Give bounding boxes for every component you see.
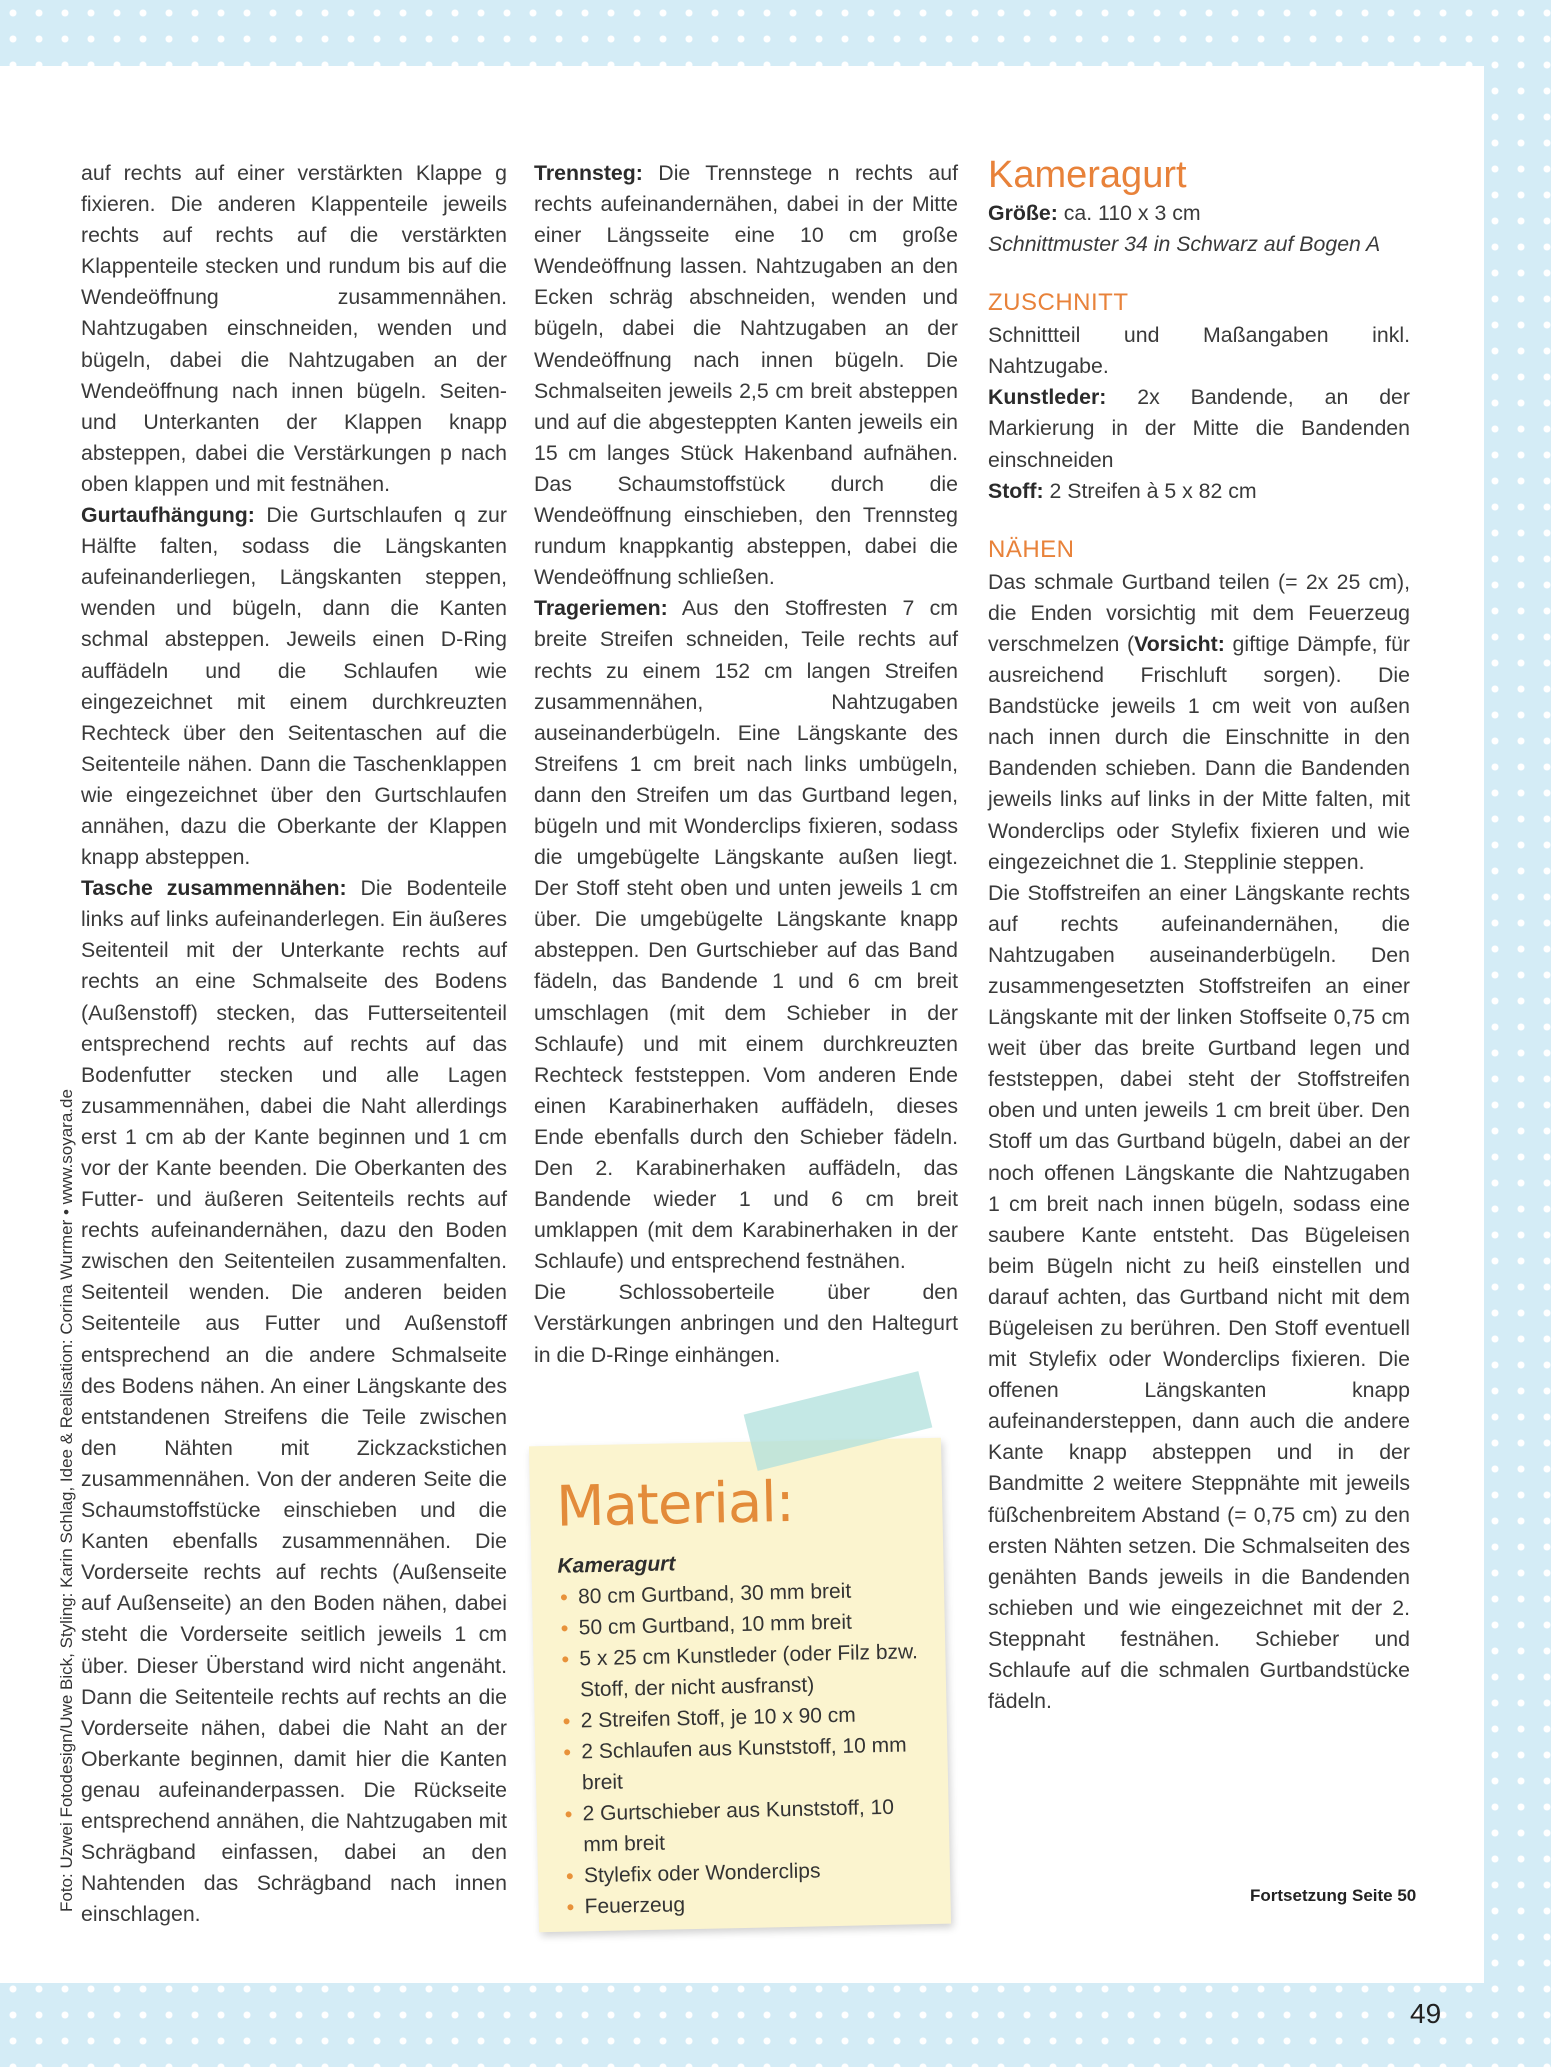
material-item: • 50 cm Gurtband, 10 mm breit <box>558 1605 929 1644</box>
bullet-icon: • <box>559 1584 569 1610</box>
lead-trennsteg: Trennsteg: <box>534 161 643 185</box>
column-2 <box>534 158 958 1371</box>
bullet-icon: • <box>563 1739 572 1765</box>
lead-vorsicht: Vorsicht: <box>1134 631 1225 656</box>
text-gurtaufhaengung: Die Gurtschlaufen q zur Hälfte falten, sodass die Längskanten aufeinanderliegen, Längskanten steppen, wenden und bügeln, dann die Kanten schmal absteppen. Jeweils einen D-Ring auffädeln und die Schlaufen wie eingezeichnet mit einem durchkreuzten Rechteck über den Seitentaschen auf die Seitenteile nähen. Dann die Taschenklappen wie eingezeichnet über den Gurtschlaufen annähen, dazu die Oberkante der Klappen knapp absteppen. <box>81 503 507 870</box>
pattern-reference: Schnittmuster 34 in Schwarz auf Bogen A <box>988 232 1381 257</box>
lead-trageriemen: Trageriemen: <box>534 596 668 621</box>
text-trageriemen: Aus den Stoffresten 7 cm breite Streifen schneiden, Teile rechts auf rechts zu einem 152 cm langen Streifen zusammennähen, Nahtzugaben auseinanderbügeln. Eine Längskante des Streifens 1 cm breit nach links umbügeln, dann den Streifen um das Gurtband legen, bügeln und mit Wonderclips fixieren, sodass die umgebügelte Längskante außen liegt. Der Stoff steht oben und unten jeweils 1 cm über. Die umgebügelte Längskante knapp absteppen. Den Gurtschieber auf das Band fädeln, das Bandende 1 und 6 cm breit umschlagen (mit dem Schieber in der Schlaufe) und mit einem durchkreuzten Rechteck feststeppen. Vom anderen Ende einen Karabinerhaken auffädeln, dieses Ende ebenfalls durch den Schieber fädeln. Den 2. Karabinerhaken auffädeln, das Bandende wieder 1 und 6 cm breit umklappen (mit dem Karabinerhaken in der Schlaufe) und entsprechend festnähen. <box>534 596 958 1274</box>
text-tasche: Die Bodenteile links auf links aufeinanderlegen. Ein äußeres Seitenteil mit der Unterkante rechts auf rechts an eine Schmalseite des Bodens (Außenstoff) stecken, das Futterseitenteil entsprechend rechts auf rechts auf das Bodenfutter stecken und alle Lagen zusammennähen, dabei die Naht allerdings erst 1 cm ab der Kante beginnen und 1 cm vor der Kante beenden. Die Oberkanten des Futter- und äußeren Seitenteils rechts auf rechts aufeinandernähen, dazu den Boden zwischen den Seitenteilen zusammenfalten. Seitenteil wenden. Die anderen beiden Seitenteile aus Futter und Außenstoff entsprechend an die andere Schmalseite des Bodens nähen. An einer Längskante des entstandenen Streifens die Teile zwischen den Nähten mit Zickzackstichen zusammennähen. Von der anderen Seite die Schaumstoffstücke einschieben und die Kanten ebenfalls zusammennähen. Die Vorderseite rechts auf rechts (Außenseite auf Außenseite) an den Boden nähen, dabei steht die Vorderseite seitlich jeweils 1 cm über. Dieser Überstand wird nicht angenäht. Dann die Seitenteile rechts auf rechts an die Vorderseite nähen, dabei die Naht an der Oberkante beginnen, damit hier die Kanten genau aufeinanderpassen. Die Rückseite entsprechend annähen, die Nahtzugaben mit Schrägband einfassen, dabei an den Nahtenden das Schrägband nach innen einschlagen. <box>81 876 507 1927</box>
paragraph-tasche <box>81 873 507 1930</box>
text-trennsteg: Die Trennstege n rechts auf rechts aufeinandernähen, dabei in der Mitte einer Längsseite eine 10 cm große Wendeöffnung lassen. Nahtzugaben an den Ecken schräg abschneiden, wenden und bügeln, dabei die Nahtzugaben an der Wendeöffnung nach innen bügeln. Die Schmalseiten jeweils 2,5 cm breit absteppen und auf die abgesteppten Kanten jeweils ein 15 cm langes Stück Hakenband aufnähen. Das Schaumstoffstück durch die Wendeöffnung einschieben, den Trennsteg rundum knappkantig absteppen, dabei die Wendeöffnung schließen. <box>534 161 958 590</box>
paragraph-gurtaufhaengung <box>81 500 507 873</box>
lead-kunstleder: Kunstleder: <box>988 385 1107 410</box>
photo-credit: Foto: Uzwei Fotodesign/Uwe Bick, Styling: Karin Schlag, Idee & Realisation: Corina Wurmer • www.soyara.de <box>57 1089 76 1912</box>
paragraph-zuschnitt: Schnittteil und Maßangaben inkl. Nahtzugabe. <box>988 323 1410 379</box>
size-line <box>988 198 1410 229</box>
paragraph-kunstleder <box>988 382 1410 475</box>
material-title: Material: <box>555 1469 795 1540</box>
paragraph-schloss: Die Schlossoberteile über den Verstärkungen anbringen und den Haltegurt in die D-Ringe einhängen. <box>534 1280 958 1367</box>
material-subtitle: Kameragurt <box>557 1552 676 1578</box>
bullet-icon: • <box>560 1615 569 1641</box>
material-list <box>558 1574 935 1923</box>
material-item: • 5 x 25 cm Kunstleder (oder Filz bzw. Stoff, der nicht ausfranst) <box>561 1640 919 1702</box>
material-item: • 2 Schlaufen aus Kunststoff, 10 mm breit <box>563 1733 907 1795</box>
lead-groesse: Größe: <box>988 201 1058 225</box>
text-stoff: 2 Streifen à 5 x 82 cm <box>1043 478 1257 503</box>
paragraph-stoff <box>988 476 1410 507</box>
material-note <box>529 1438 951 1933</box>
bullet-icon: • <box>562 1708 571 1734</box>
text-kunstleder: 2x Bandende, an der Markierung in der Mitte die Bandenden einschneiden <box>988 385 1410 472</box>
paragraph-trennsteg <box>534 158 958 593</box>
column-3 <box>988 152 1410 1717</box>
lead-gurtaufhaengung: Gurtaufhängung: <box>81 503 255 528</box>
section-title: Kameragurt <box>988 154 1187 196</box>
continued-note: Fortsetzung Seite 50 <box>1250 1886 1417 1905</box>
bullet-icon: • <box>564 1801 573 1827</box>
paragraph-naehen-2: Die Stoffstreifen an einer Längskante rechts auf rechts aufeinandernähen, die Nahtzugaben auseinanderbügeln. Den zusammengesetzten Stoffstreifen an einer Längskante mit der linken Stoffseite 0,75 cm weit über das breite Gurtband legen und feststeppen, dabei steht der Stoffstreifen oben und unten jeweils 1 cm breit über. Den Stoff um das Gurtband bügeln, dabei an der noch offenen Längskante die Nahtzugaben 1 cm breit nach innen bügeln, sodass eine saubere Kante entsteht. Das Bügeleisen beim Bügeln nicht zu heiß einstellen und darauf achten, das Gurtband nicht mit dem Bügeleisen zu berühren. Den Stoff eventuell mit Stylefix oder Wonderclips fixieren. Die offenen Längskanten knapp aufeinandersteppen, dann auch die andere Kante knapp absteppen und in der Bandmitte 2 weitere Steppnähte mit jeweils füßchenbreitem Abstand (= 0,75 cm) zu den ersten Nähten setzen. Die Schmalseiten des genähten Bands jeweils in die Bandenden schieben und wie eingezeichnet mit der 2. Steppnaht festnähen. Schieber und Schlaufe auf die schmalen Gurtbandstücke fädeln. <box>988 880 1410 1714</box>
paragraph-klappe: auf rechts auf einer verstärkten Klappe g fixieren. Die anderen Klappenteile jeweils rechts auf rechts auf die verstärkten Klappenteile stecken und rundum bis auf die Wendeöffnung zusammennähen. Nahtzugaben einschneiden, wenden und bügeln, dabei die Nahtzugaben an der Wendeöffnung nach innen bügeln. Seiten- und Unterkanten der Klappen knapp absteppen, dabei die Verstärkungen p nach oben klappen und mit festnähen. <box>81 161 507 496</box>
bullet-icon: • <box>561 1646 570 1672</box>
material-item: • 2 Gurtschieber aus Kunststoff, 10 mm breit <box>564 1795 895 1857</box>
text-groesse: ca. 110 x 3 cm <box>1057 201 1201 225</box>
paragraph-trageriemen <box>534 593 958 1277</box>
paragraph-naehen-1: Das schmale Gurtband teilen (= 2x 25 cm), die Enden vorsichtig mit dem Feuerzeug verschmelzen (Vorsicht: giftige Dämpfe, für ausreichend Frischluft sorgen). Die Bandstücke jeweils 1 cm weit von außen nach innen durch die Einschnitte in den Bandenden schieben. Dann die Bandenden jeweils links auf links in der Mitte falten, mit Wonderclips oder Stylefix fixieren und wie eingezeichnet die 1. Stepplinie steppen. <box>988 569 1411 874</box>
bullet-icon: • <box>565 1863 574 1889</box>
heading-naehen: NÄHEN <box>988 535 1075 563</box>
lead-tasche: Tasche zusammennähen: <box>81 876 347 901</box>
lead-stoff: Stoff: <box>988 478 1044 503</box>
material-note-content <box>556 1468 935 1923</box>
column-1 <box>81 158 507 1930</box>
material-item: • Feuerzeug <box>564 1884 935 1923</box>
bullet-icon: • <box>566 1894 575 1920</box>
material-item: • 80 cm Gurtband, 30 mm breit <box>558 1574 929 1613</box>
material-item: • 2 Streifen Stoff, je 10 x 90 cm <box>560 1698 931 1737</box>
page-number: 49 <box>1410 1998 1442 2029</box>
material-item: • Stylefix oder Wonderclips <box>564 1853 935 1892</box>
heading-zuschnitt: ZUSCHNITT <box>988 289 1129 317</box>
